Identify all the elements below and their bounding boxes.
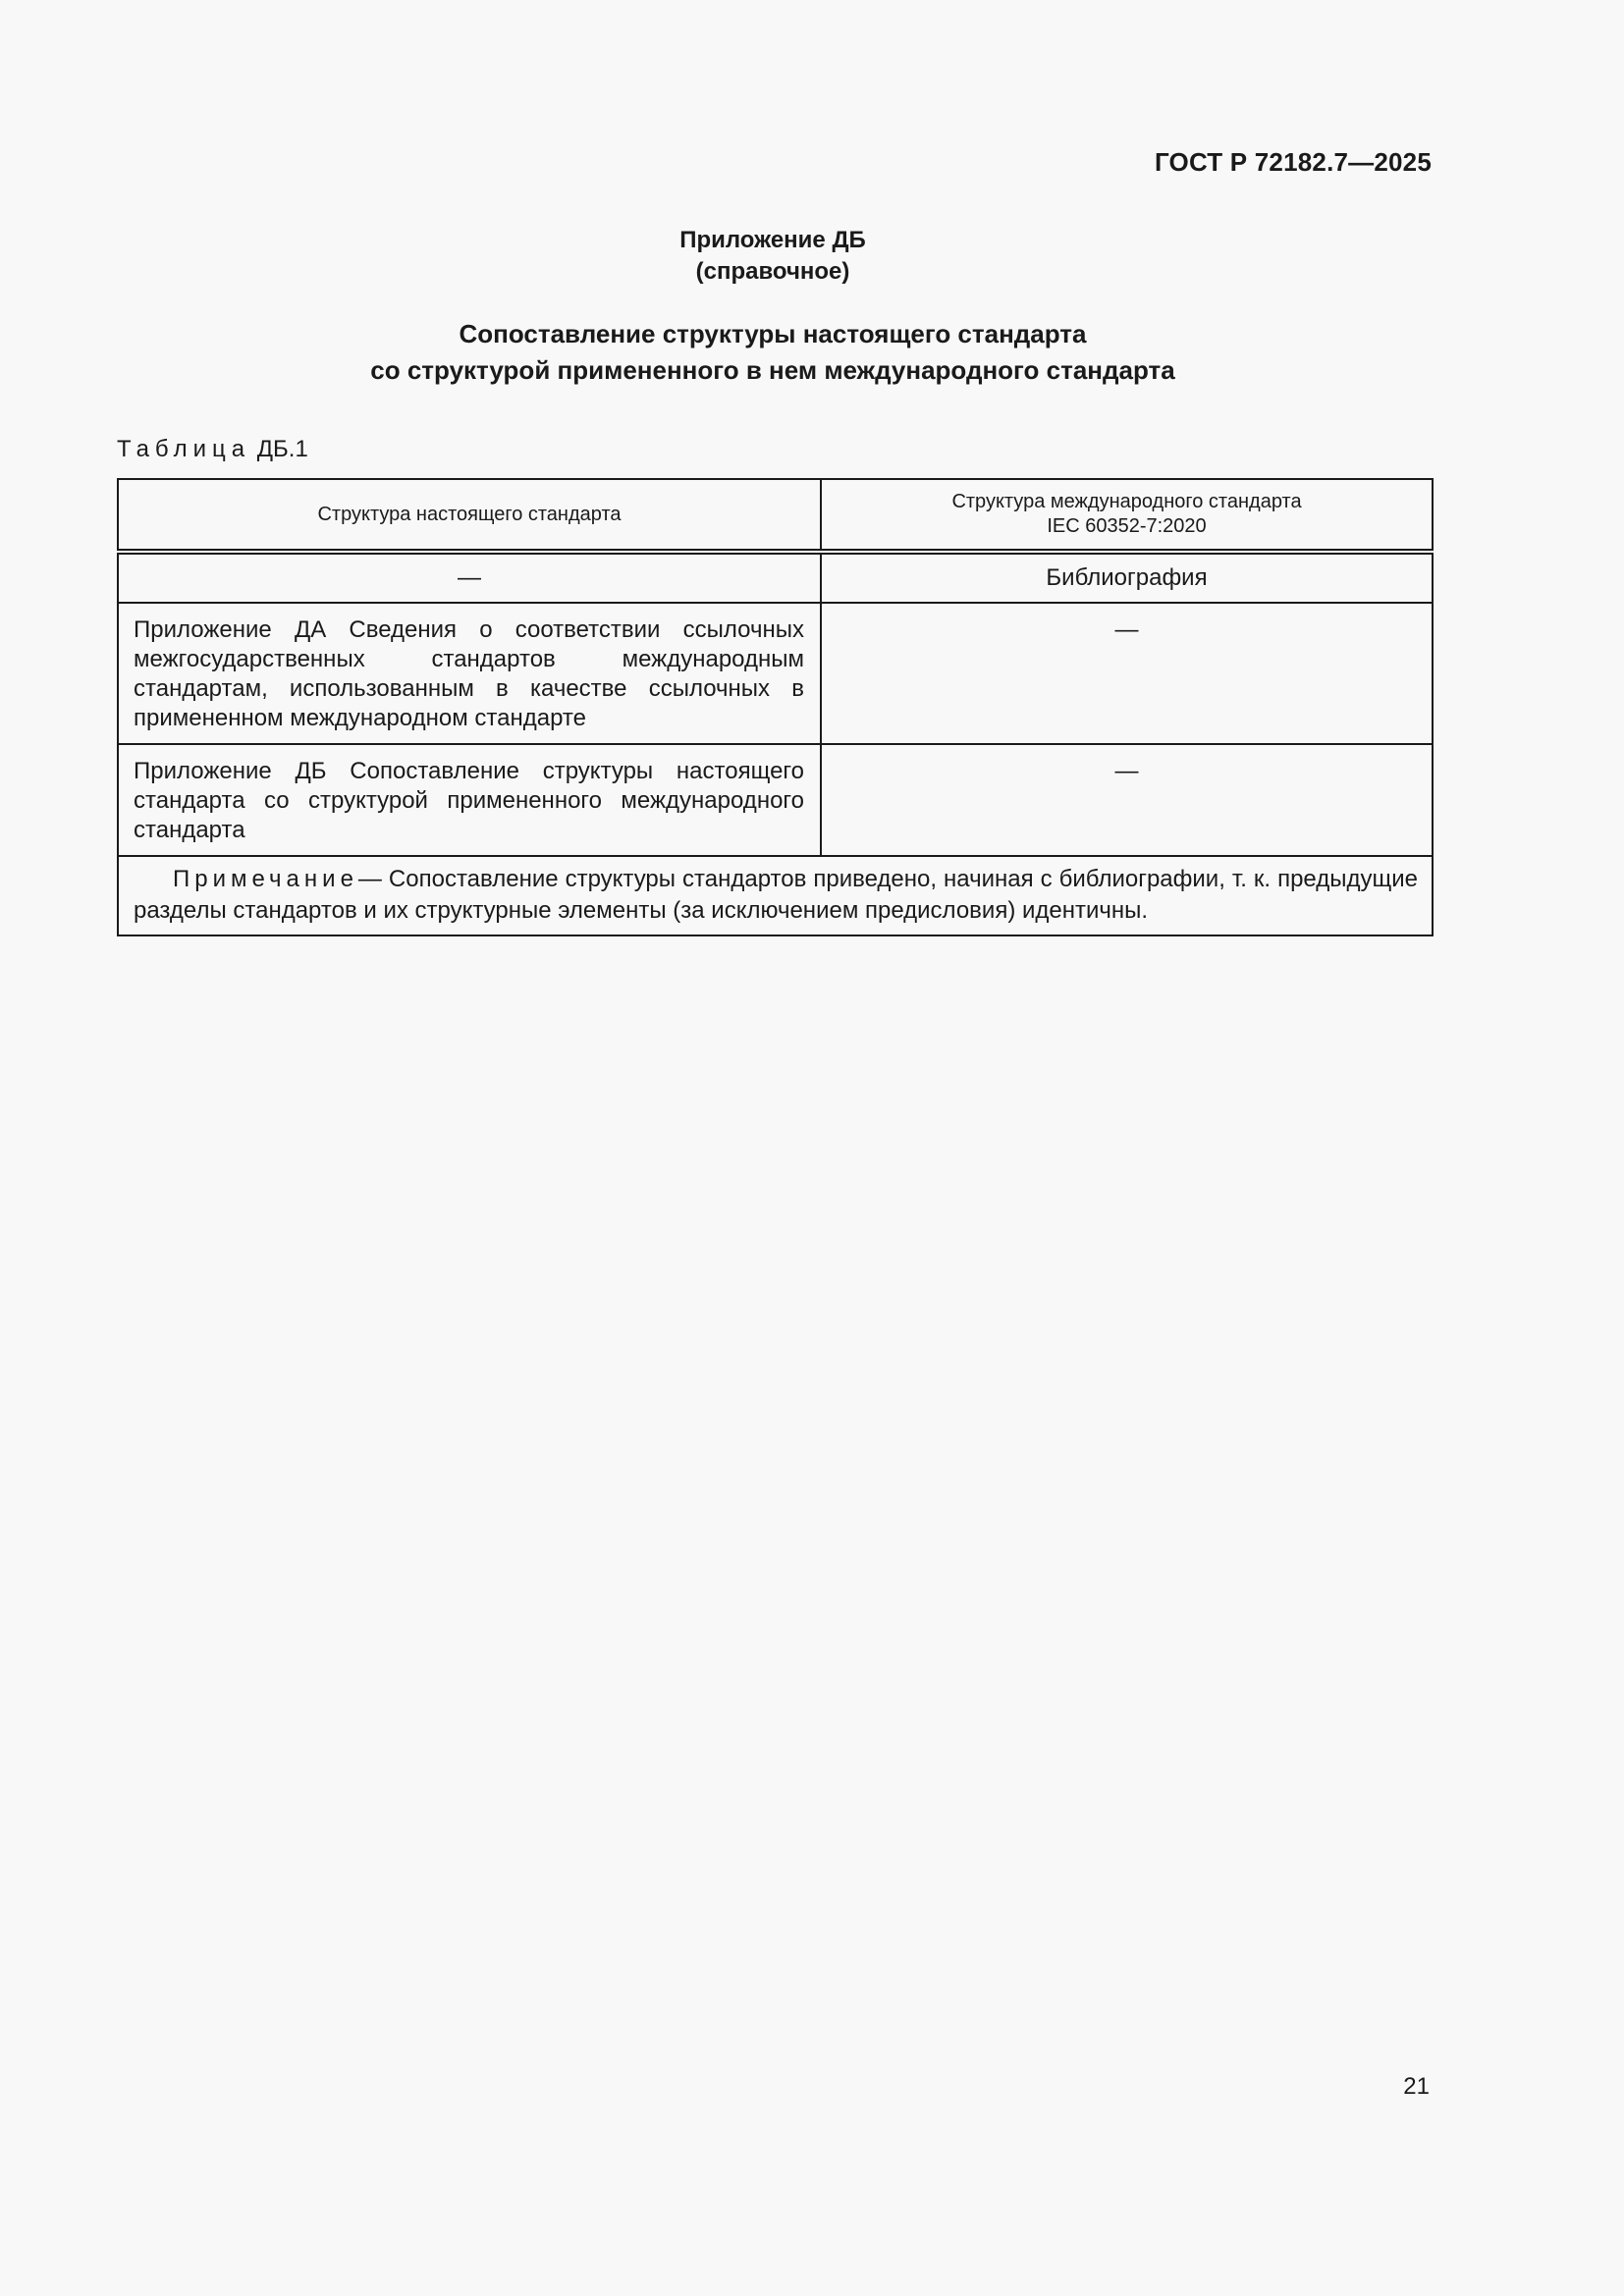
table-cell: —: [821, 744, 1433, 856]
table-cell: —: [118, 552, 821, 603]
appendix-heading: [0, 225, 1545, 288]
header-cell-this-standard: Структура настоящего стандарта: [118, 479, 821, 552]
appendix-title: Приложение ДБ: [679, 227, 866, 253]
note-text: — Сопоставление структуры стандартов приведено, начиная с библиографии, т. к. предыдущие разделы стандартов и их структурные элементы (за исключением предисловия) идентичны.: [134, 866, 1418, 924]
header-international-code: IEC 60352-7:2020: [1047, 515, 1207, 537]
structure-comparison-table: [117, 478, 1434, 936]
document-code: ГОСТ Р 72182.7—2025: [1154, 147, 1432, 177]
table-cell: —: [821, 603, 1433, 744]
table-row: [118, 744, 1433, 856]
table-note-row: [118, 856, 1433, 935]
note-label: Примечание: [173, 866, 358, 892]
table-caption-word: Таблица: [117, 436, 251, 462]
table-caption: [117, 436, 308, 463]
table-note: [118, 856, 1433, 935]
table-cell: Библиография: [821, 552, 1433, 603]
table-caption-id: ДБ.1: [256, 436, 308, 462]
table-cell: Приложение ДА Сведения о соответствии ссылочных межгосударственных стандартов международным стандартам, использованным в качестве ссылочных в примененном международном стандарте: [118, 603, 821, 744]
page-number: 21: [1403, 2073, 1430, 2100]
table-header-row: [118, 479, 1433, 552]
header-cell-international-standard: [821, 479, 1433, 552]
appendix-status: (справочное): [695, 258, 850, 285]
header-international-title: Структура международного стандарта: [951, 491, 1302, 512]
section-title-line-1: Сопоставление структуры настоящего стандарта: [459, 319, 1087, 348]
section-title: [0, 316, 1545, 389]
section-title-line-2: со структурой примененного в нем международного стандарта: [370, 355, 1175, 385]
table-row: [118, 603, 1433, 744]
table-cell: Приложение ДБ Сопоставление структуры настоящего стандарта со структурой примененного международного стандарта: [118, 744, 821, 856]
table-row: [118, 552, 1433, 603]
